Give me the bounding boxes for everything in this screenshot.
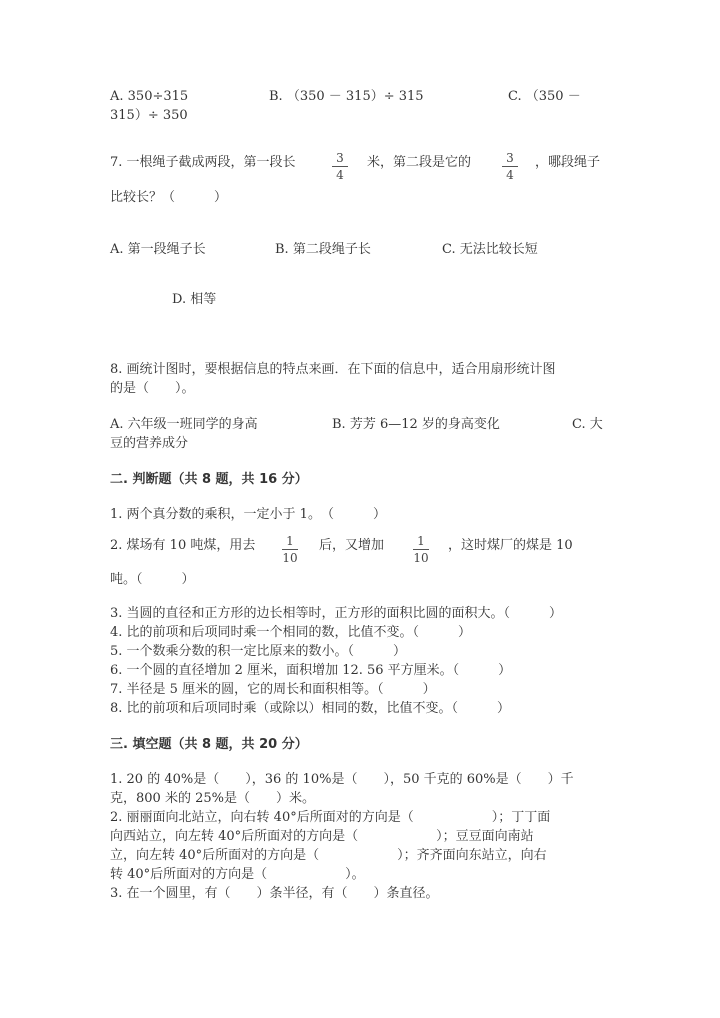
s2-question-7: 7. 半径是 5 厘米的圆，它的周长和面积相等。（ ）	[110, 682, 436, 697]
q6-option-a: A. 350÷315	[110, 89, 189, 104]
s3-question-2-line2: 向西站立，向左转 40°后所面对的方向是（ ）；豆豆面向南站	[110, 829, 534, 844]
q7-option-b: B. 第二段绳子长	[275, 242, 371, 257]
q8-option-b: B. 芳芳 6—12 岁的身高变化	[332, 417, 500, 432]
fraction-denominator: 4	[336, 168, 344, 182]
q7-option-d: D. 相等	[172, 292, 217, 307]
s2-question-1: 1. 两个真分数的乘积，一定小于 1。 （ ）	[110, 507, 386, 522]
s3-question-2-line3: 立，向左转 40°后所面对的方向是（ ）；齐齐面向东站立，向右	[110, 848, 547, 863]
s2-question-2-part1: 2. 煤场有 10 吨煤，用去	[110, 538, 256, 553]
fraction-denominator: 4	[506, 168, 514, 182]
q6-option-c: C. （350 －	[508, 89, 581, 104]
s2-question-2-line2: 吨。（ ）	[110, 572, 195, 587]
s3-question-1-line2: 克，800 米的 25%是（ ）米。	[110, 791, 315, 806]
s2-question-5: 5. 一个数乘分数的积一定比原来的数小。（ ）	[110, 644, 407, 659]
fraction-bar	[332, 166, 348, 167]
fraction-numerator: 3	[336, 151, 344, 165]
q7-option-a: A. 第一段绳子长	[110, 242, 206, 257]
q8-option-c-continued: 豆的营养成分	[110, 436, 189, 451]
fraction-bar	[282, 549, 298, 550]
s3-question-1-line1: 1. 20 的 40%是（ ），36 的 10%是（ ），50 千克的 60%是（ ）千	[110, 772, 574, 787]
fraction-numerator: 3	[506, 151, 514, 165]
q6-option-b: B. （350 － 315）÷ 315	[269, 89, 424, 104]
q6-option-c-continued: 315）÷ 350	[110, 108, 188, 123]
fraction-denominator: 10	[413, 551, 429, 565]
q7-text-line2: 比较长？（ ）	[110, 190, 228, 205]
q7-text-part2: 米，第二段是它的	[367, 155, 472, 170]
fraction-numerator: 1	[417, 534, 425, 548]
s2-q2-fraction-1	[282, 534, 298, 565]
section3-heading: 三. 填空题（共 8 题，共 20 分）	[110, 737, 308, 752]
s3-question-3: 3. 在一个圆里，有（ ）条半径，有（ ）条直径。	[110, 886, 439, 901]
s2-question-2-part3: ，这时煤厂的煤是 10	[448, 538, 573, 553]
q8-text-line1: 8. 画统计图时，要根据信息的特点来画．在下面的信息中，适合用扇形统计图	[110, 362, 556, 377]
fraction-bar	[413, 549, 429, 550]
fraction-denominator: 10	[282, 551, 298, 565]
s2-q2-fraction-2	[413, 534, 429, 565]
fraction-numerator: 1	[286, 534, 294, 548]
s2-question-6: 6. 一个圆的直径增加 2 厘米，面积增加 12. 56 平方厘米。（ ）	[110, 663, 512, 678]
q7-option-c: C. 无法比较长短	[442, 242, 538, 257]
s2-question-8: 8. 比的前项和后项同时乘（或除以）相同的数，比值不变。（ ）	[110, 701, 511, 716]
s2-question-3: 3. 当圆的直径和正方形的边长相等时，正方形的面积比圆的面积大。（ ）	[110, 606, 563, 621]
section2-heading: 二. 判断题（共 8 题，共 16 分）	[110, 472, 308, 487]
fraction-bar	[502, 166, 518, 167]
s3-question-2-line4: 转 40°后所面对的方向是（ ）。	[110, 867, 365, 882]
q8-option-a: A. 六年级一班同学的身高	[110, 417, 258, 432]
q7-text-part3: ，哪段绳子	[535, 155, 601, 170]
s3-question-2-line1: 2. 丽丽面向北站立，向右转 40°后所面对的方向是（ ）；丁丁面	[110, 810, 551, 825]
s2-question-2-part2: 后，又增加	[319, 538, 385, 553]
q8-option-c: C. 大	[572, 417, 603, 432]
q7-fraction-2	[502, 151, 518, 182]
q7-fraction-1	[332, 151, 348, 182]
q8-text-line2: 的是（ ）。	[110, 381, 195, 396]
s2-question-4: 4. 比的前项和后项同时乘一个相同的数，比值不变。（ ）	[110, 625, 472, 640]
q7-text-part1: 7. 一根绳子截成两段，第一段长	[110, 155, 296, 170]
